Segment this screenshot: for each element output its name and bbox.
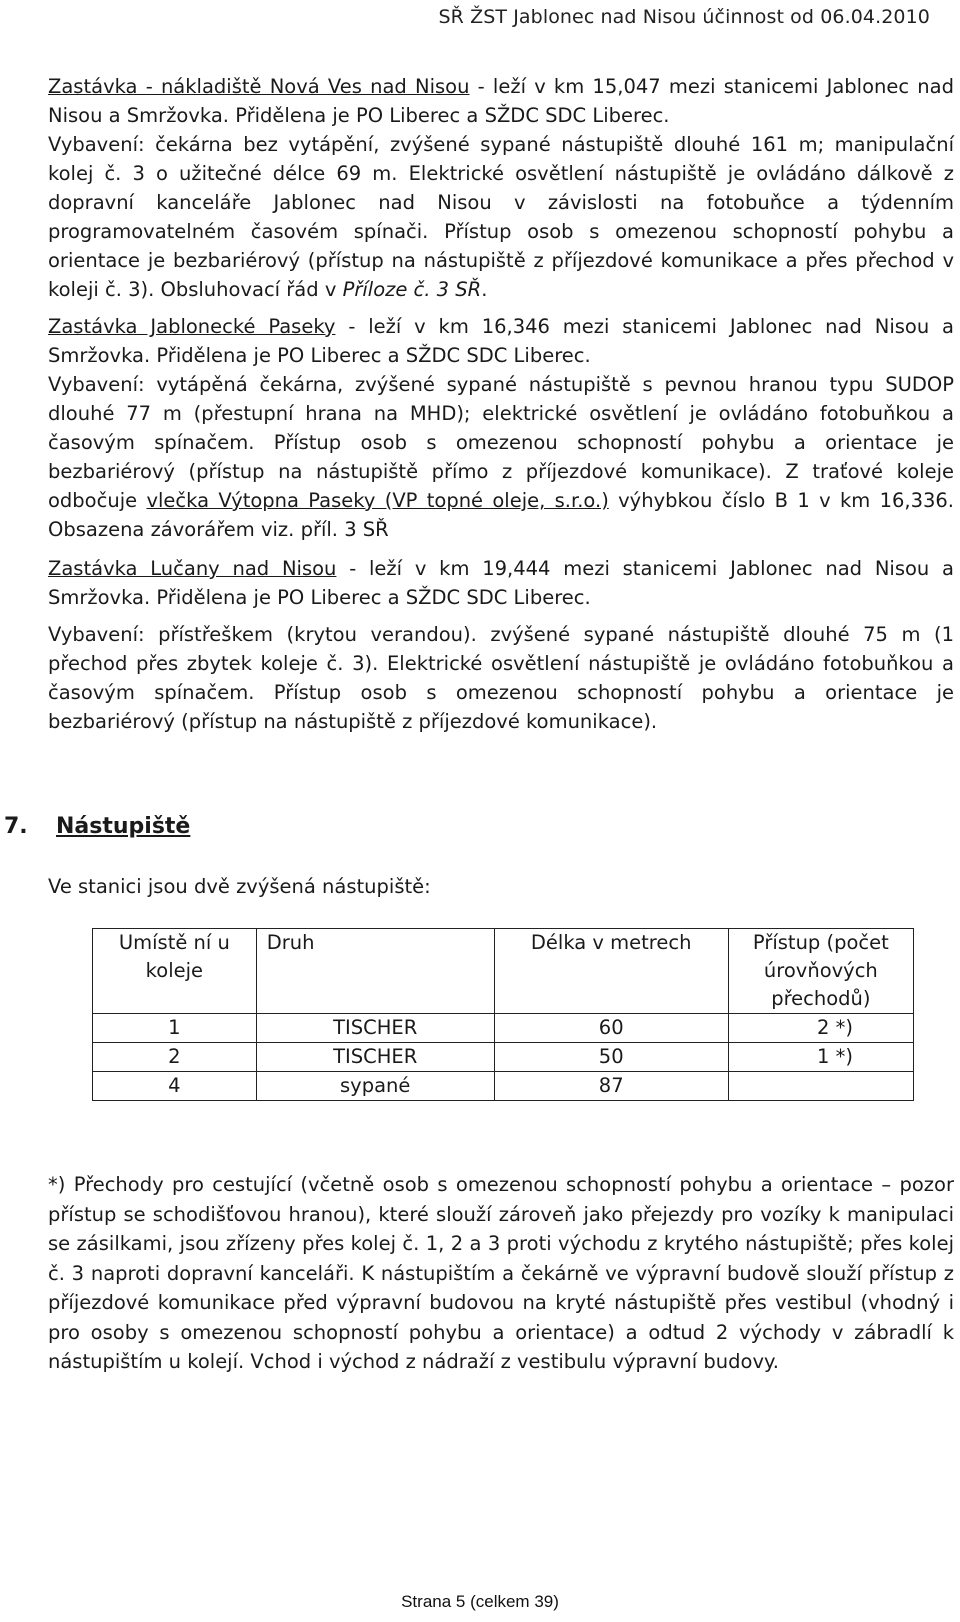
stop2-location: - leží v km 16,346 mezi stanicemi Jablonec nad Nisou a Smržovka. Přidělena je PO Liberec a SŽDC SDC Liberec.: [48, 315, 954, 367]
stop2-paragraph: [48, 312, 954, 370]
stop2-equipment: [48, 370, 954, 544]
stop3-name: Zastávka Lučany nad Nisou: [48, 557, 337, 580]
column-header-access: Přístup (počet úrovňových přechodů): [728, 929, 913, 1014]
platforms-table: [92, 928, 914, 1101]
cell-access: 2 *): [728, 1014, 913, 1043]
stop1-paragraph: [48, 72, 954, 130]
table-row: [93, 1072, 914, 1101]
cell-length: 87: [494, 1072, 728, 1101]
cell-access: 1 *): [728, 1043, 913, 1072]
table-header-row: [93, 929, 914, 1014]
cell-track: 1: [93, 1014, 257, 1043]
stop2-siding: vlečka Výtopna Paseky (VP topné oleje, s.r.o.): [146, 489, 609, 512]
stop1-name: Zastávka - nákladiště Nová Ves nad Nisou: [48, 75, 470, 98]
table-row: [93, 1014, 914, 1043]
cell-length: 60: [494, 1014, 728, 1043]
stop1-equipment-end: .: [481, 278, 488, 301]
cell-track: 2: [93, 1043, 257, 1072]
column-header-length: Délka v metrech: [494, 929, 728, 1014]
table-row: [93, 1043, 914, 1072]
cell-type: sypané: [256, 1072, 494, 1101]
stop1-appendix-ref: Příloze č. 3 SŘ: [342, 278, 482, 301]
stop3-paragraph: [48, 554, 954, 612]
cell-track: 4: [93, 1072, 257, 1101]
stop1-location: - leží v km 15,047 mezi stanicemi Jablonec nad Nisou a Smržovka. Přidělena je PO Liberec a SŽDC SDC Liberec.: [48, 75, 954, 127]
cell-type: TISCHER: [256, 1043, 494, 1072]
stop2-equipment-text: Vybavení: vytápěná čekárna, zvýšené sypané nástupiště s pevnou hranou typu SUDOP dlouhé 77 m (přestupní hrana na MHD); elektrické osvětlení je ovládáno fotobuňkou a časovým spínačem. Přístup osob s omezenou schopností pohybu a orientace je bezbariérový (přístup na nástupiště přímo z příjezdové komunikace). Z traťové koleje odbočuje: [48, 373, 954, 512]
column-header-type: Druh: [256, 929, 494, 1014]
section-number: 7.: [4, 814, 28, 839]
stop2-equipment-end: výhybkou číslo B 1 v km 16,336. Obsazena závorářem viz. příl. 3 SŘ: [48, 489, 954, 541]
page-footer: Strana 5 (celkem 39): [401, 1592, 559, 1611]
stop1-equipment: [48, 130, 954, 304]
stop3-equipment: Vybavení: přístřeškem (krytou verandou). zvýšené sypané nástupiště dlouhé 75 m (1 přechod přes zbytek koleje č. 3). Elektrické osvětlení nástupiště je ovládáno fotobuňkou a časovým spínačem. Přístup osob s omezenou schopností pohybu a orientace je bezbariérový (přístup na nástupiště z příjezdové komunikace).: [48, 623, 954, 733]
stops-description: [48, 72, 954, 736]
column-header-track: Umístě ní u koleje: [93, 929, 257, 1014]
cell-type: TISCHER: [256, 1014, 494, 1043]
cell-access: [728, 1072, 913, 1101]
running-header: SŘ ŽST Jablonec nad Nisou účinnost od 06.04.2010: [438, 6, 930, 28]
stop3-location: - leží v km 19,444 mezi stanicemi Jablonec nad Nisou a Smržovka. Přidělena je PO Liberec a SŽDC SDC Liberec.: [48, 557, 955, 609]
section-heading: [4, 812, 190, 842]
cell-length: 50: [494, 1043, 728, 1072]
platforms-intro: Ve stanici jsou dvě zvýšená nástupiště:: [48, 875, 431, 898]
stop2-name: Zastávka Jablonecké Paseky: [48, 315, 336, 338]
footnote: *) Přechody pro cestující (včetně osob s omezenou schopností pohybu a orientace – pozor přístup se schodišťovou hranou), které slouží zároveň jako přejezdy pro vozíky k manipulaci se zásilkami, jsou zřízeny přes kolej č. 1, 2 a 3 proti východu z krytého nástupiště; přes kolej č. 3 naproti dopravní kanceláři. K nástupištím a čekárně ve výpravní budově slouží přístup z příjezdové komunikace před výpravní budovou na kryté nástupiště přes vestibul (vhodný i pro osoby s omezenou schopností pohybu a orientace) a odtud 2 východy v zábradlí k nástupištím u kolejí. Vchod i východ z nádraží z vestibulu výpravní budovy.: [48, 1173, 954, 1373]
stop1-equipment-text: Vybavení: čekárna bez vytápění, zvýšené sypané nástupiště dlouhé 161 m; manipulační kolej č. 3 o užitečné délce 69 m. Elektrické osvětlení nástupiště je ovládáno dálkově z dopravní kanceláře Jablonec nad Nisou v závislosti na fotobuňce a týdenním programovatelném časovém spínači. Přístup osob s omezenou schopností pohybu a orientace je bezbariérový (přístup na nástupiště z příjezdové komunikace a přes přechod v koleji č. 3). Obsluhovací řád v: [48, 133, 954, 301]
section-title: Nástupiště: [56, 814, 191, 839]
